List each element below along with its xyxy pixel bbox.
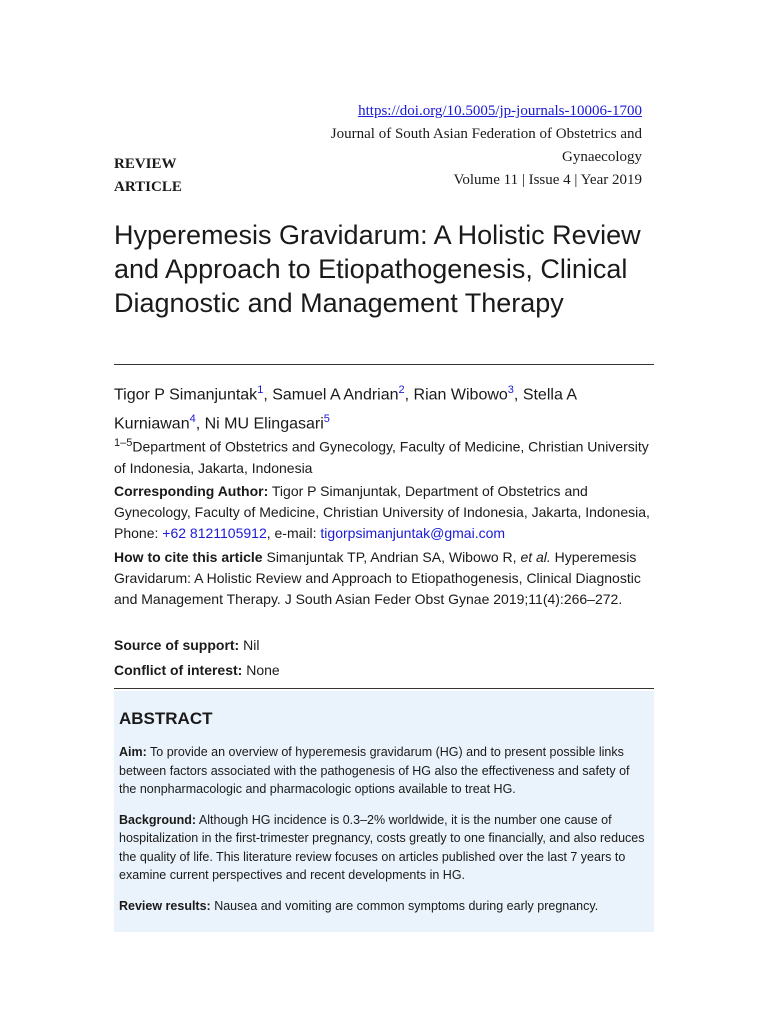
doi-link[interactable]: https://doi.org/10.5005/jp-journals-10006-1700 [358, 103, 642, 119]
source-of-support [114, 635, 654, 656]
title-divider [114, 364, 654, 365]
article-type-label [114, 153, 224, 199]
volume-issue-year: Volume 11 | Issue 4 | Year 2019 [453, 172, 642, 188]
abstract-background [119, 811, 649, 885]
background-text: Although HG incidence is 0.3–2% worldwide, it is the number one cause of hospitalization in the first-trimester pregnancy, costs greatly to one financially, and also reduces the quality of life. This literature review focuses on articles published over the last 7 years to examine current perspectives and recent developments in HG. [119, 812, 645, 882]
author-affil-link[interactable]: 4 [189, 413, 196, 426]
background-label: Background: [119, 812, 197, 827]
results-label: Review results: [119, 898, 211, 913]
phone-link[interactable]: +62 8121105912 [162, 525, 267, 541]
affiliation [114, 433, 654, 479]
conflict-value: None [242, 662, 280, 678]
abstract-box [114, 691, 654, 932]
conflict-of-interest [114, 660, 654, 681]
aim-label: Aim: [119, 745, 147, 759]
journal-name-line1: Journal of South Asian Federation of Obstetrics and [330, 126, 642, 142]
journal-name-line2: Gynaecology [562, 149, 642, 165]
article-type-word2: ARTICLE [114, 179, 182, 195]
citation-text1: Simanjuntak TP, Andrian SA, Wibowo R, [262, 549, 521, 565]
author-name: Tigor P Simanjuntak [114, 386, 258, 404]
author-name: Ni MU Elingasari [204, 415, 324, 433]
affiliation-sup: 1–5 [114, 437, 133, 449]
author-affil-link[interactable]: 5 [323, 413, 330, 426]
citation-etal: et al. [520, 549, 551, 565]
affiliation-text: Department of Obstetrics and Gynecology, Faculty of Medicine, Christian University of Indonesia, Jakarta, Indonesia [114, 438, 649, 476]
journal-meta [262, 100, 642, 192]
article-type-word1: REVIEW [114, 156, 177, 172]
article-title: Hyperemesis Gravidarum: A Holistic Review and Approach to Etiopathogenesis, Clinical Diagnostic and Management Therapy [114, 220, 641, 318]
email-prefix: , e-mail: [266, 525, 321, 541]
abstract-results [119, 897, 649, 916]
citation-label: How to cite this article [114, 549, 263, 565]
abstract-aim [119, 743, 649, 799]
corresponding-author [114, 481, 654, 544]
author-name: Samuel A Andrian [272, 386, 399, 404]
corresponding-text: Tigor P Simanjuntak, Department of Obstetrics and Gynecology, Faculty of Medicine, Christian University of Indonesia, Jakarta, Indonesia, Phone: [114, 483, 650, 541]
aim-text: To provide an overview of hyperemesis gravidarum (HG) and to present possible links between factors associated with the pathogenesis of HG also the effectiveness and safety of the nonpharmacologic and pharmacologic options available to treat HG. [119, 745, 630, 796]
abstract-divider [114, 688, 654, 689]
author-affil-link[interactable]: 2 [398, 384, 405, 396]
author-name: Stella A Kurniawan [114, 386, 577, 433]
conflict-label: Conflict of interest: [114, 662, 243, 678]
results-text: Nausea and vomiting are common symptoms during early pregnancy. [210, 898, 599, 913]
abstract-heading: ABSTRACT [119, 709, 213, 728]
corresponding-label: Corresponding Author: [114, 483, 269, 499]
support-label: Source of support: [114, 637, 240, 653]
author-name: Rian Wibowo [413, 386, 508, 404]
author-affil-link[interactable]: 3 [507, 384, 514, 396]
author-list: Tigor P Simanjuntak$^1$, Samuel A Andrian$^2$, Rian Wibowo$^3$, Stella A Kurniawan$^4$, Ni MU Elingasari$^5$ [114, 384, 577, 433]
email-link[interactable]: tigorpsimanjuntak@gmai.com [320, 525, 506, 541]
citation-text2: Hyperemesis Gravidarum: A Holistic Review and Approach to Etiopathogenesis, Clinical Diagnostic and Management Therapy. J South Asian Feder Obst Gynae 2019;11(4):266–272. [114, 549, 641, 607]
support-value: Nil [239, 637, 260, 653]
citation [114, 547, 654, 610]
author-affil-link[interactable]: 1 [257, 384, 264, 396]
